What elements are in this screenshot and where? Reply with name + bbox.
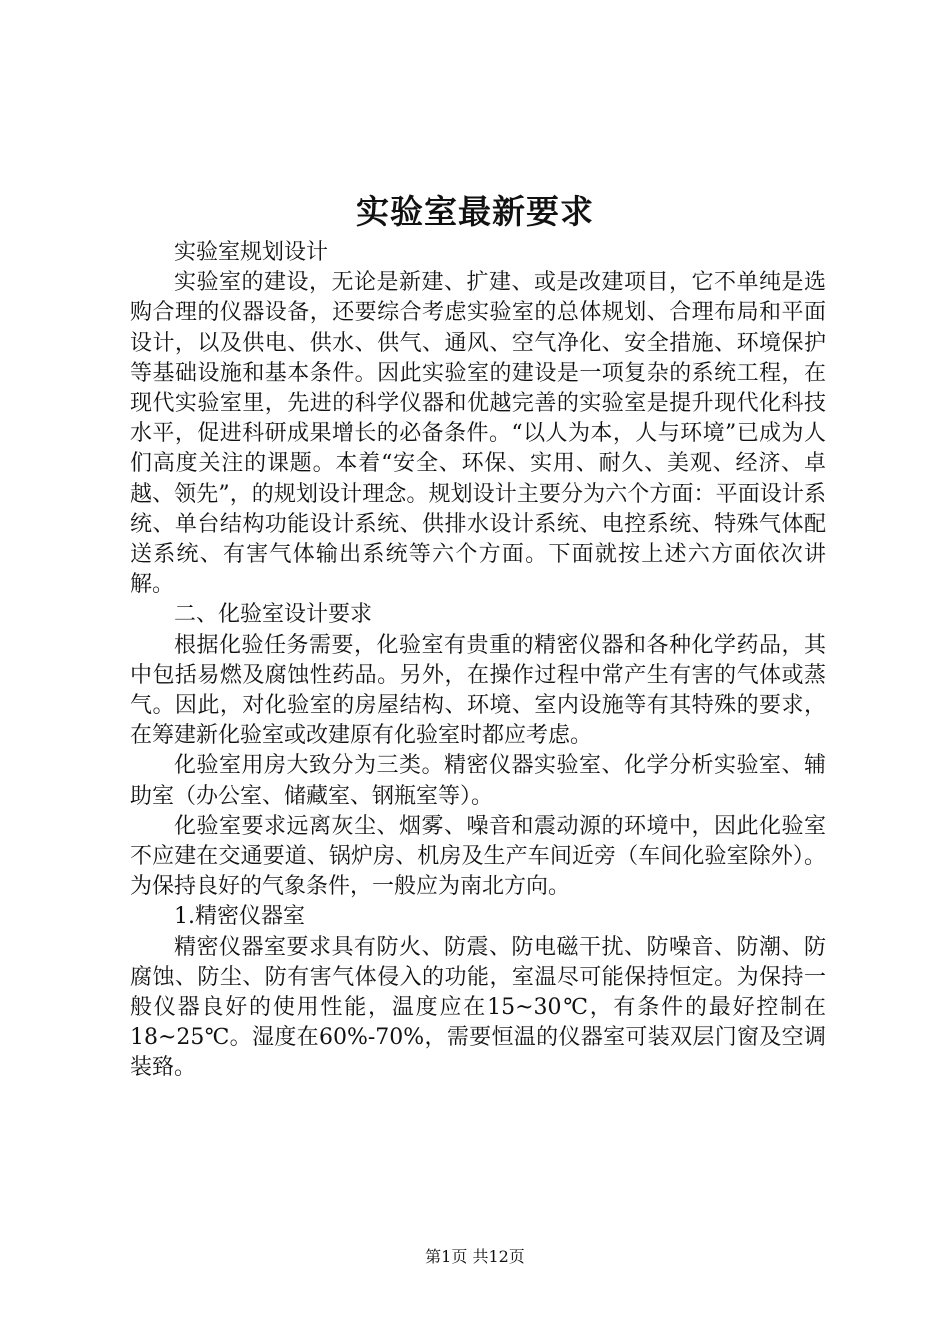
page-footer: 第1页 共12页 (425, 1247, 525, 1266)
document-title: 实验室最新要求 (356, 192, 594, 231)
section-heading-lab-requirements: 二、化验室设计要求 (174, 602, 373, 628)
paragraph: 精密仪器室要求具有防火、防震、防电磁干扰、防噪音、防潮、防腐蚀、防尘、防有害气体侵入的功能，室温尽可能保持恒定。为保持一般仪器良好的使用性能，温度应在15~30℃，有条件的最好控制在18~25℃。湿度在60%-70%，需要恒温的仪器室可装双层门窗及空调装臵。 (130, 934, 826, 1081)
paragraph: 化验室用房大致分为三类。精密仪器实验室、化学分析实验室、辅助室（办公室、储藏室、钢瓶室等）。 (130, 753, 826, 809)
paragraph: 根据化验任务需要，化验室有贵重的精密仪器和各种化学药品，其中包括易燃及腐蚀性药品。另外，在操作过程中常产生有害的气体或蒸气。因此，对化验室的房屋结构、环境、室内设施等有其特殊的要求，在筹建新化验室或改建原有化验室时都应考虑。 (130, 632, 826, 749)
document-body (130, 238, 826, 1084)
paragraph: 实验室的建设，无论是新建、扩建、或是改建项目，它不单纯是选购合理的仪器设备，还要综合考虑实验室的总体规划、合理布局和平面设计，以及供电、供水、供气、通风、空气净化、安全措施、环境保护等基础设施和基本条件。因此实验室的建设是一项复杂的系统工程，在现代实验室里，先进的科学仪器和优越完善的实验室是提升现代化科技水平，促进科研成果增长的必备条件。“以人为本，人与环境”已成为人们高度关注的课题。本着“安全、环保、实用、耐久、美观、经济、卓越、领先”，的规划设计理念。规划设计主要分为六个方面：平面设计系统、单台结构功能设计系统、供排水设计系统、电控系统、特殊气体配送系统、有害气体输出系统等六个方面。下面就按上述六方面依次讲解。 (130, 270, 826, 598)
section-heading-lab-planning: 实验室规划设计 (174, 240, 329, 265)
section-heading-precision-instruments: 1.精密仪器室 (174, 904, 305, 930)
paragraph: 化验室要求远离灰尘、烟雾、噪音和震动源的环境中，因此化验室不应建在交通要道、锅炉房、机房及生产车间近旁（车间化验室除外）。为保持良好的气象条件，一般应为南北方向。 (130, 813, 826, 900)
